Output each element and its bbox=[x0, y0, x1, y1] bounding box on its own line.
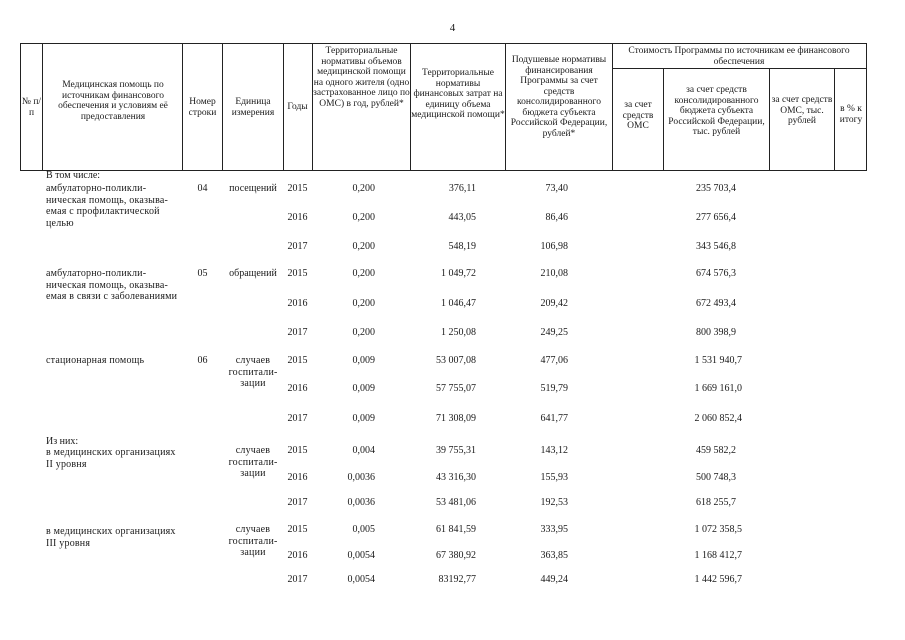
budget-cost: 1 072 358,5 bbox=[694, 524, 742, 535]
year: 2015 bbox=[287, 445, 308, 456]
cost-norm: 57 755,07 bbox=[436, 383, 476, 394]
percapita-norm: 449,24 bbox=[540, 574, 568, 585]
budget-cost: 1 531 940,7 bbox=[694, 355, 742, 366]
cost-norm: 548,19 bbox=[448, 241, 476, 252]
volume-norm: 0,200 bbox=[352, 268, 375, 279]
header-sub-oms-thousands: за счет средств ОМС, тыс. рублей bbox=[771, 95, 833, 126]
header-row-number: Номер строки bbox=[188, 97, 217, 118]
year: 2015 bbox=[287, 524, 308, 535]
percapita-norm: 333,95 bbox=[540, 524, 568, 535]
percapita-norm: 249,25 bbox=[540, 327, 568, 338]
percapita-norm: 519,79 bbox=[540, 383, 568, 394]
year: 2017 bbox=[287, 413, 308, 424]
percapita-norm: 209,42 bbox=[540, 298, 568, 309]
percapita-norm: 155,93 bbox=[540, 472, 568, 483]
cost-norm: 83192,77 bbox=[438, 574, 476, 585]
group-description: стационарная помощь bbox=[46, 355, 145, 366]
percapita-norm: 363,85 bbox=[540, 550, 568, 561]
budget-cost: 1 168 412,7 bbox=[694, 550, 742, 561]
budget-cost: 672 493,4 bbox=[696, 298, 736, 309]
cost-norm: 1 250,08 bbox=[441, 327, 476, 338]
unit: случаев госпитализации bbox=[228, 524, 278, 558]
unit: случаев госпитализации bbox=[228, 355, 278, 389]
volume-norm: 0,009 bbox=[352, 413, 375, 424]
volume-norm: 0,0054 bbox=[347, 550, 375, 561]
percapita-norm: 210,08 bbox=[540, 268, 568, 279]
cost-norm: 376,11 bbox=[448, 183, 476, 194]
budget-cost: 459 582,2 bbox=[696, 445, 736, 456]
header-unit: Единица измерения bbox=[231, 97, 275, 118]
year: 2016 bbox=[287, 550, 308, 561]
budget-cost: 1 669 161,0 bbox=[694, 383, 742, 394]
cost-norm: 39 755,31 bbox=[436, 445, 476, 456]
header-sub-budget: за счет средств консолидированного бюджета субъекта Российской Федерации, тыс. рублей bbox=[668, 85, 765, 137]
row-number: 04 bbox=[197, 183, 208, 194]
group-description: амбулаторно-поликлиническая помощь, оказываемая с профилактической целью bbox=[46, 183, 168, 229]
group-description: в медицинских организациях II уровня bbox=[46, 447, 176, 470]
section-label-of-which: Из них: bbox=[46, 436, 79, 447]
year: 2015 bbox=[287, 268, 308, 279]
page-number: 4 bbox=[449, 22, 456, 34]
percapita-norm: 192,53 bbox=[540, 497, 568, 508]
year: 2016 bbox=[287, 298, 308, 309]
budget-cost: 500 748,3 bbox=[696, 472, 736, 483]
year: 2017 bbox=[287, 574, 308, 585]
year: 2017 bbox=[287, 497, 308, 508]
volume-norm: 0,0054 bbox=[347, 574, 375, 585]
year: 2017 bbox=[287, 327, 308, 338]
header-percap: Подушевые нормативы финансирования Программы за счет средств консолидированного бюджета субъекта Российской Федерации, рублей* bbox=[510, 55, 608, 139]
volume-norm: 0,200 bbox=[352, 327, 375, 338]
row-number: 06 bbox=[197, 355, 208, 366]
cost-norm: 61 841,59 bbox=[436, 524, 476, 535]
group-description: амбулаторно-поликлиническая помощь, оказываемая в связи с заболеваниями bbox=[46, 268, 178, 302]
volume-norm: 0,009 bbox=[352, 355, 375, 366]
cost-norm: 71 308,09 bbox=[436, 413, 476, 424]
cost-norm: 53 481,06 bbox=[436, 497, 476, 508]
budget-cost: 2 060 852,4 bbox=[694, 413, 742, 424]
year: 2016 bbox=[287, 212, 308, 223]
volume-norm: 0,200 bbox=[352, 212, 375, 223]
volume-norm: 0,0036 bbox=[347, 472, 375, 483]
budget-cost: 235 703,4 bbox=[696, 183, 736, 194]
volume-norm: 0,0036 bbox=[347, 497, 375, 508]
group-description: в медицинских организациях III уровня bbox=[46, 526, 176, 549]
year: 2015 bbox=[287, 355, 308, 366]
percapita-norm: 143,12 bbox=[540, 445, 568, 456]
volume-norm: 0,009 bbox=[352, 383, 375, 394]
year: 2015 bbox=[287, 183, 308, 194]
year: 2016 bbox=[287, 472, 308, 483]
section-label-including: В том числе: bbox=[46, 170, 101, 181]
year: 2016 bbox=[287, 383, 308, 394]
budget-cost: 343 546,8 bbox=[696, 241, 736, 252]
budget-cost: 674 576,3 bbox=[696, 268, 736, 279]
unit: обращений bbox=[229, 268, 277, 279]
volume-norm: 0,200 bbox=[352, 183, 375, 194]
budget-cost: 618 255,7 bbox=[696, 497, 736, 508]
volume-norm: 0,200 bbox=[352, 241, 375, 252]
volume-norm: 0,005 bbox=[352, 524, 375, 535]
cost-norm: 1 049,72 bbox=[441, 268, 476, 279]
cost-norm: 443,05 bbox=[448, 212, 476, 223]
header-volume: Территориальные нормативы объемов медицинской помощи на одного жителя (одно застрахованное лицо по ОМС) в год, рублей* bbox=[313, 46, 410, 109]
percapita-norm: 106,98 bbox=[540, 241, 568, 252]
budget-cost: 277 656,4 bbox=[696, 212, 736, 223]
volume-norm: 0,200 bbox=[352, 298, 375, 309]
header-years: Годы bbox=[287, 102, 308, 112]
header-cost: Территориальные нормативы финансовых затрат на единицу объема медицинской помощи* bbox=[411, 68, 505, 120]
percapita-norm: 73,40 bbox=[545, 183, 568, 194]
percapita-norm: 641,77 bbox=[540, 413, 568, 424]
header-sub-percent: в % к итогу bbox=[839, 104, 863, 125]
header-num: № п/п bbox=[21, 97, 42, 118]
unit: случаев госпитализации bbox=[228, 445, 278, 479]
percapita-norm: 86,46 bbox=[545, 212, 568, 223]
cost-norm: 1 046,47 bbox=[441, 298, 476, 309]
row-number: 05 bbox=[197, 268, 208, 279]
budget-cost: 1 442 596,7 bbox=[694, 574, 742, 585]
year: 2017 bbox=[287, 241, 308, 252]
cost-norm: 67 380,92 bbox=[436, 550, 476, 561]
cost-norm: 53 007,08 bbox=[436, 355, 476, 366]
header-cost-group: Стоимость Программы по источникам ее финансового обеспечения bbox=[628, 46, 850, 67]
budget-cost: 800 398,9 bbox=[696, 327, 736, 338]
percapita-norm: 477,06 bbox=[540, 355, 568, 366]
volume-norm: 0,004 bbox=[352, 445, 375, 456]
header-care: Медицинская помощь по источникам финансового обеспечения и условиям её предоставления bbox=[58, 80, 168, 122]
unit: посещений bbox=[229, 183, 277, 194]
header-sub-oms: за счет средств ОМС bbox=[622, 100, 654, 131]
cost-norm: 43 316,30 bbox=[436, 472, 476, 483]
